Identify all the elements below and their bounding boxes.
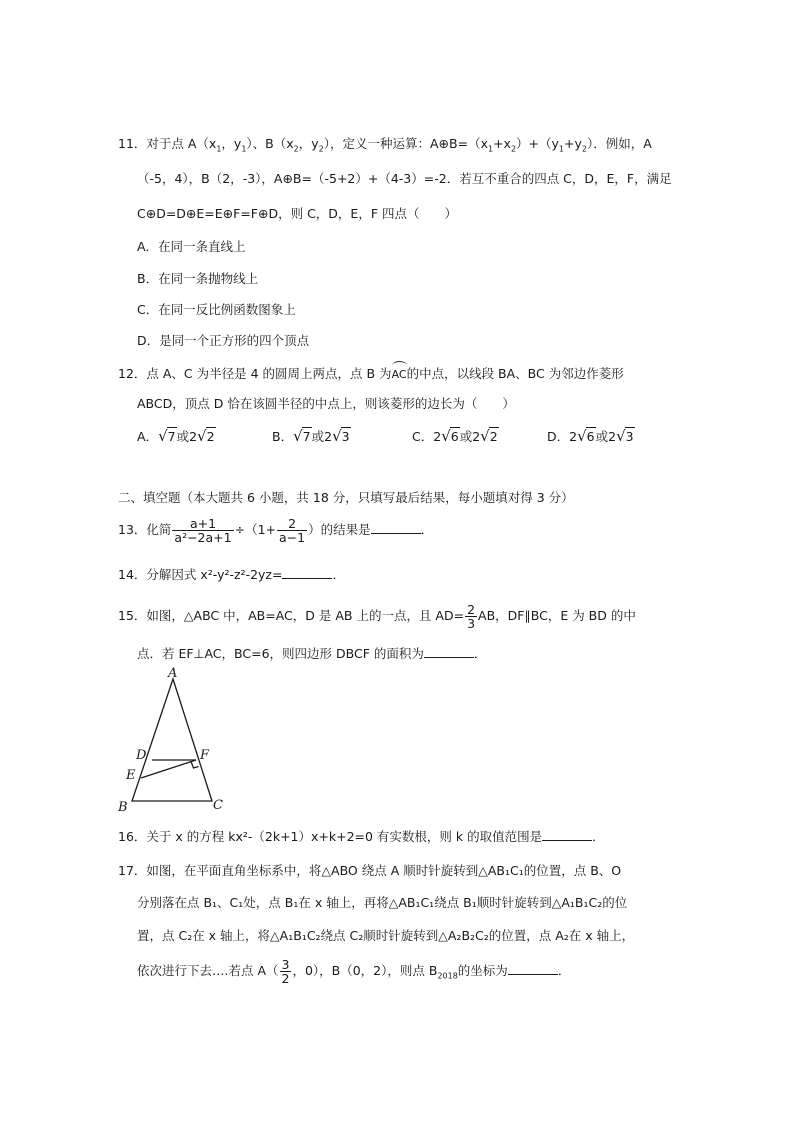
label-e: E (126, 768, 136, 783)
q12-option-c: C．2√6或2√2 (412, 427, 498, 445)
label-a: A (168, 666, 178, 681)
right-angle-mark (191, 762, 199, 769)
arc-ac: AC (392, 363, 407, 384)
q11-option-c: C．在同一反比例函数图象上 (137, 302, 296, 317)
q11-line3: C⊕D=D⊕E=E⊕F=F⊕D，则 C，D，E，F 四点（ ） (137, 206, 457, 221)
fraction-3-2: $\frac{3}{2}$ (281, 957, 290, 986)
q17-line2: 分别落在点 B₁、C₁处，点 B₁在 x 轴上，再将△AB₁C₁绕点 B₁顺时针旋转到△A₁B₁C₂的位 (137, 895, 628, 910)
triangle-figure (112, 665, 232, 815)
q15-line1: 15．如图，△ABC 中，AB=AC，D 是 AB 上的一点，且 AD= $\frac{2}{3}$ AB，DF∥BC，E 为 BD 的中 (118, 602, 636, 631)
q12-line2: ABCD，顶点 D 恰在该圆半径的中点上，则该菱形的边长为（ ） (137, 396, 515, 411)
q16-line: 16．关于 x 的方程 kx²-（2k+1）x+k+2=0 有实数根，则 k 的取值范围是 ． (118, 829, 605, 844)
q17-line1: 17．如图，在平面直角坐标系中，将△ABO 绕点 A 顺时针旋转到△AB₁C₁的位置，点 B、O (118, 863, 622, 878)
answer-blank (424, 645, 474, 658)
label-f: F (200, 748, 210, 763)
q12-option-a: A．√7或2√2 (137, 427, 215, 445)
triangle-abc (132, 679, 212, 801)
q15-line2: 点．若 EF⊥AC，BC=6，则四边形 DBCF 的面积为 ． (137, 646, 487, 661)
fraction-2-3: $\frac{2}{3}$ (467, 602, 476, 631)
section-2-heading: 二、填空题（本大题共 6 小题，共 18 分，只填写最后结果，每小题填对得 3 分） (118, 490, 574, 505)
q11-line2: （-5，4），B（2，-3），A⊕B=（-5+2）+（4-3）=-2．若互不重合的四点 C，D，E，F，满足 (137, 171, 672, 186)
fraction-2: $\frac{2}{a-1}$ (279, 516, 306, 545)
q11-line1: 11．对于点 $A(x_1$，$y_1$）、$B(x_2$，$y_2$），定义一种运算：$A\oplus B=(x_1+x_2)+(y_1+y_2)$．例如，A (118, 136, 652, 154)
q11-option-b: B．在同一条抛物线上 (137, 271, 259, 286)
q17-line4: 依次进行下去….若点 A（ $\frac{3}{2}$ ，0），B（0，2），则点 $B_{2018}$的坐标为 ． (137, 957, 571, 986)
q17-line3: 置，点 C₂在 x 轴上，将△A₁B₁C₂绕点 C₂顺时针旋转到△A₂B₂C₂的位置，点 A₂在 x 轴上， (137, 928, 635, 943)
label-c: C (213, 798, 223, 813)
q11-option-d: D．是同一个正方形的四个顶点 (137, 333, 310, 348)
q12-option-d: D．2√6或2√3 (547, 427, 634, 445)
answer-blank (282, 566, 332, 579)
label-d: D (136, 748, 147, 763)
answer-blank (371, 521, 421, 534)
q13-line: 13．化简 $\frac{a+1}{\text{a²−2a+1}}$ ÷（1+ $\frac{2}{a-1}$ ）的结果是 ． (118, 516, 434, 545)
q11-option-a: A．在同一条直线上 (137, 239, 246, 254)
q12-option-b: B．√7或2√3 (272, 427, 350, 445)
q12-line1: 12．点 A、C 为半径是 4 的圆周上两点，点 B 为AC的中点，以线段 BA、BC 为邻边作菱形 (118, 363, 624, 384)
answer-blank (542, 828, 592, 841)
q14-line: 14．分解因式 x²-y²-z²-2yz= ． (118, 567, 345, 582)
label-b: B (118, 800, 128, 815)
answer-blank (508, 962, 558, 975)
fraction-1: $\frac{a+1}{\text{a²−2a+1}}$ (174, 516, 232, 545)
segment-ef (141, 760, 196, 778)
